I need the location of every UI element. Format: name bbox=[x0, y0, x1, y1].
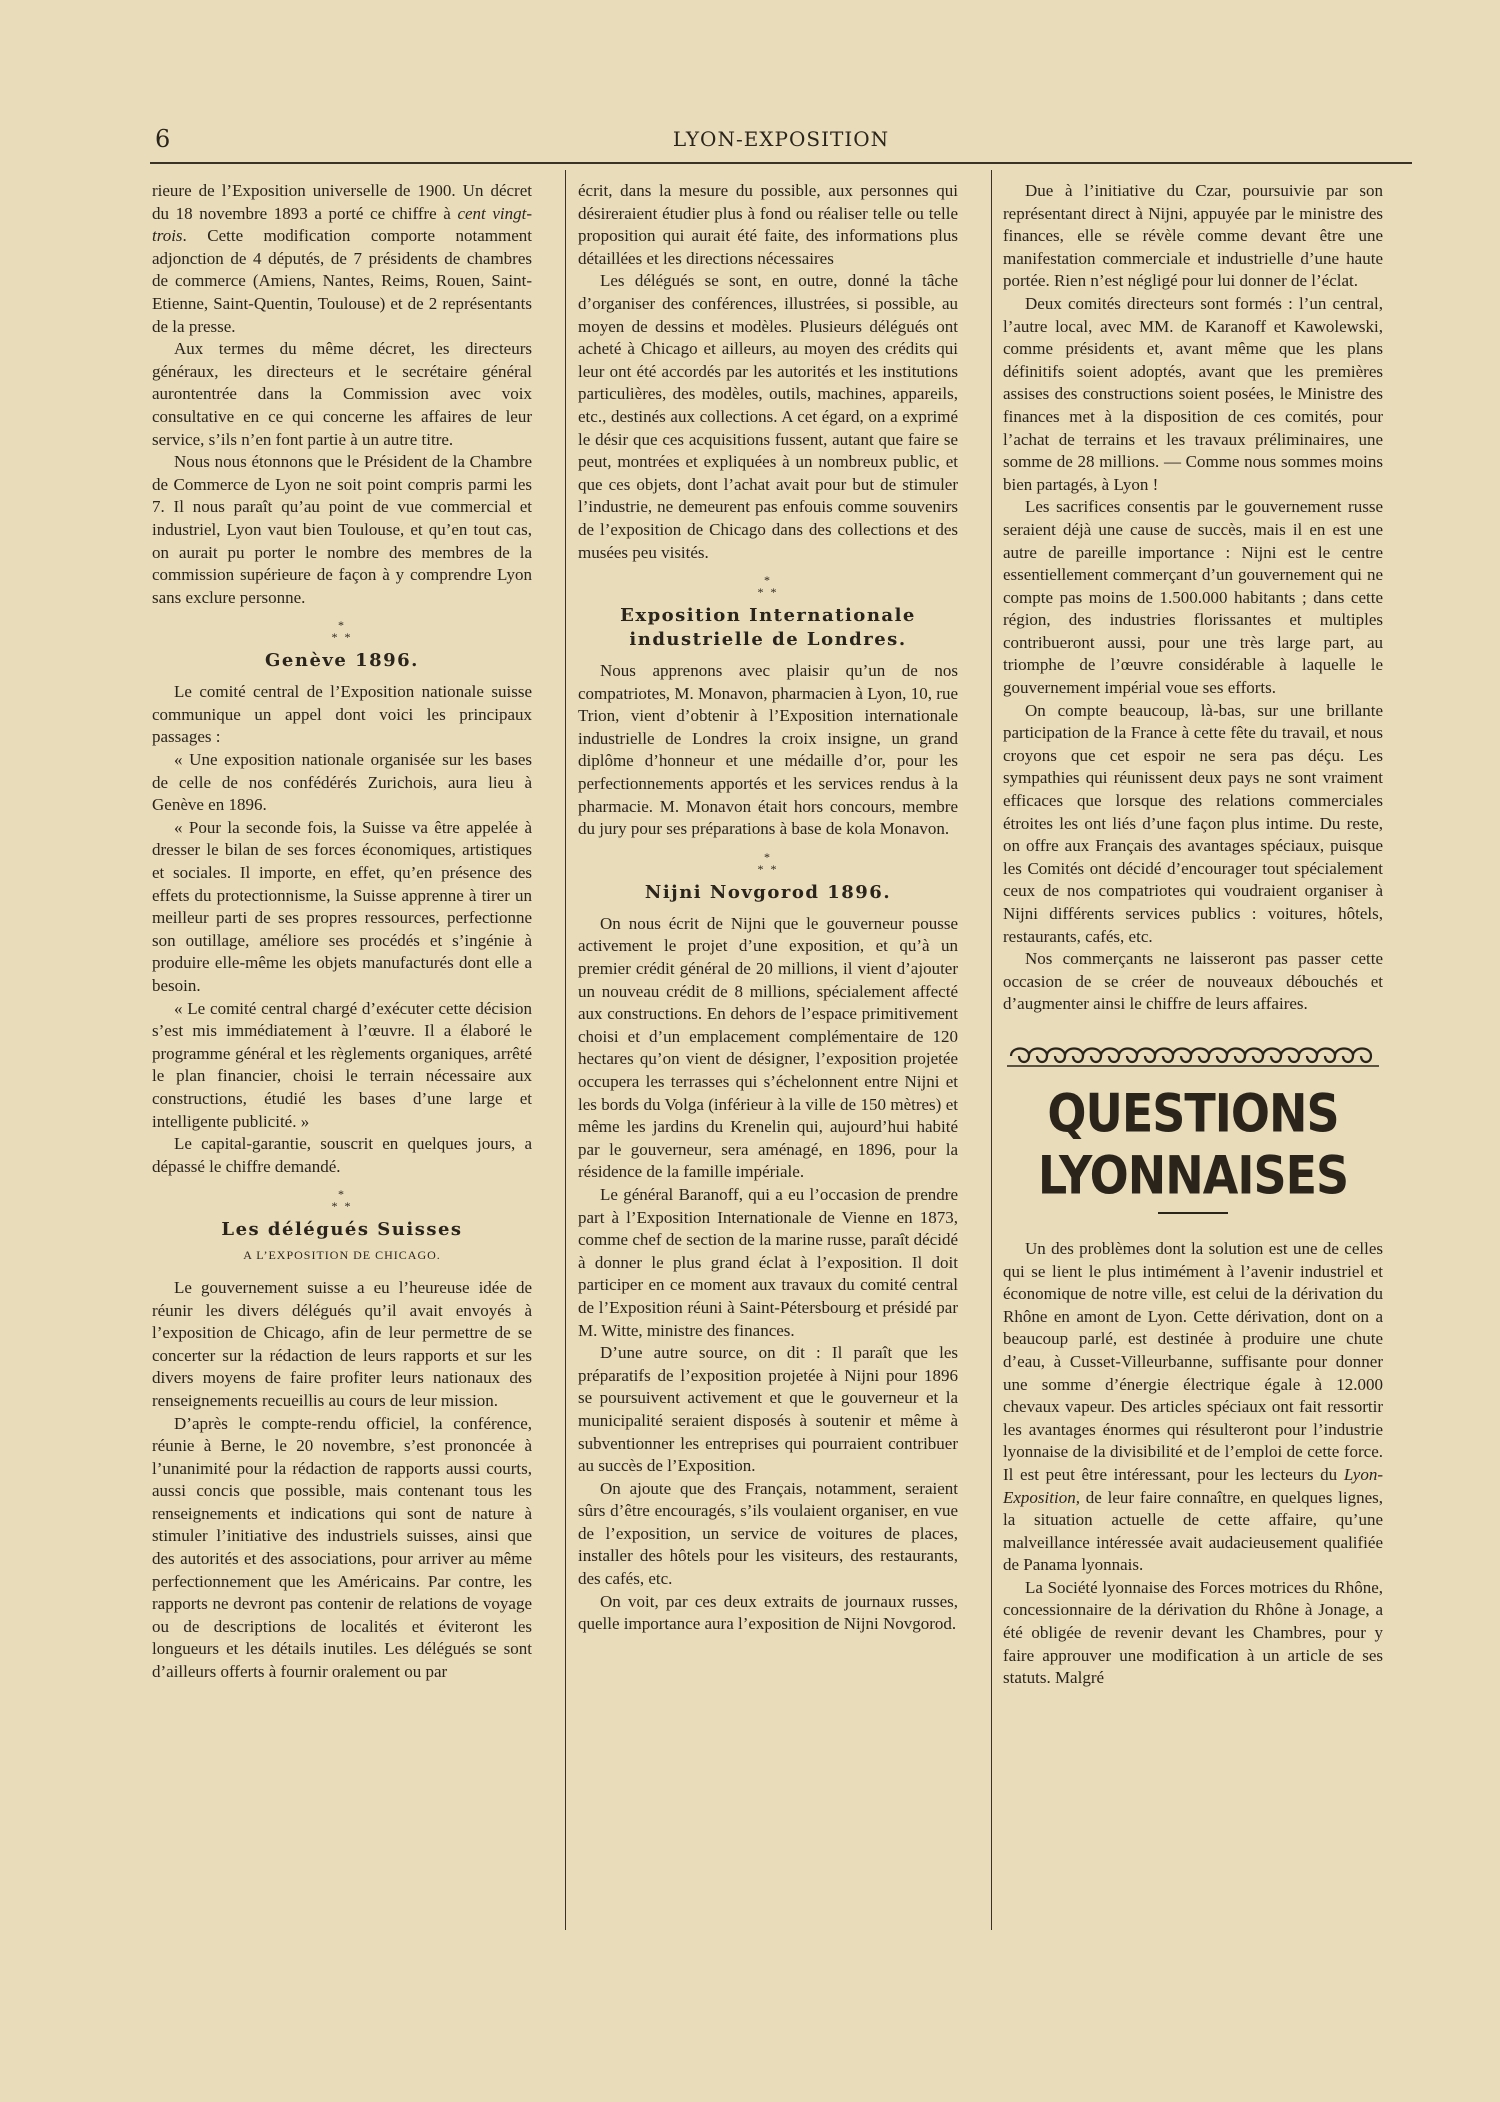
asterism: * * * bbox=[757, 849, 779, 876]
paragraph: « Une exposition nationale organisée sur les bases de celle de nos confédérés Zurichois, aura lieu à Genève en 1896. bbox=[152, 750, 532, 815]
section-title-nijni: Nijni Novgorod 1896. bbox=[644, 881, 892, 903]
page-header bbox=[150, 125, 1412, 159]
section-title-geneve: Genève 1896. bbox=[265, 650, 419, 672]
asterism: * * * bbox=[331, 618, 353, 645]
header-rule bbox=[150, 162, 1412, 164]
section-title-londres: Exposition Internationale industrielle de Londres. bbox=[620, 605, 916, 651]
paragraph: D’une autre source, on dit : Il paraît que les préparatifs de l’exposition projetée à Nijni pour 1896 se poursuivent activement et que le gouverneur et la municipalité seraient disposés à soutenir et même à subventionner les entreprises qui pourraient contribuer au succès de l’Exposition. bbox=[578, 1343, 958, 1476]
paragraph: On voit, par ces deux extraits de journaux russes, quelle importance aura l’exposition de Nijni Novgorod. bbox=[578, 1591, 958, 1634]
asterism: * * * bbox=[331, 1187, 353, 1214]
column-divider bbox=[991, 170, 992, 1930]
paragraph: rieure de l’Exposition universelle de 1900. Un décret du 18 novembre 1893 a porté ce chiffre à cent vingt-trois. Cette modification comporte notamment adjonction de 4 députés, de 7 présidents de chambres de commerce (Amiens, Nantes, Reims, Rouen, Saint-Etienne, Saint-Quentin, Toulouse) et de 2 représentants de la presse. bbox=[152, 181, 532, 336]
column-3 bbox=[1003, 180, 1383, 1690]
column-1 bbox=[152, 180, 532, 1684]
paragraph: Le général Baranoff, qui a eu l’occasion de prendre part à l’Exposition Internationale de Vienne en 1873, comme chef de section de la marine russe, paraît décidé à donner le plus grand éclat à l’exposition. Il doit participer en ce moment aux travaux du comité central de l’Exposition réuni à Saint-Pétersbourg et présidé par M. Witte, ministre des finances. bbox=[578, 1184, 958, 1340]
column-divider bbox=[565, 170, 566, 1930]
section-title-delegues: Les délégués Suisses bbox=[221, 1219, 463, 1241]
column-2 bbox=[578, 180, 958, 1636]
paragraph: « Le comité central chargé d’exécuter cette décision s’est mis immédiatement à l’œuvre. Il a élaboré le programme général et les règlements organiques, arrêté le plan financier, choisi le terrain nécessaire aux constructions, étudié les bases d’une large et intelligente publicité. » bbox=[152, 998, 532, 1131]
section-title-questions-lyonnaises: QUESTIONS LYONNAISES bbox=[1037, 1081, 1349, 1207]
running-title: LYON-EXPOSITION bbox=[672, 127, 890, 151]
paragraph: Le gouvernement suisse a eu l’heureuse idée de réunir les divers délégués qu’il avait envoyés à l’exposition de Chicago, afin de leur permettre de se concerter sur la rédaction de leurs rapports et sur les divers moyens de faire profiter leurs nationaux des renseignements recueillis au cours de leur mission. bbox=[152, 1277, 532, 1410]
paragraph: On compte beaucoup, là-bas, sur une brillante participation de la France à cette fête du travail, et nous croyons que cet espoir ne sera pas déçu. Les sympathies qui réunissent deux pays ne sont vraiment efficaces que lorsque des relations commerciales étroites les ont liés d’une façon plus intime. Du reste, on offre aux Français des avantages spéciaux, puisque les Comités ont décidé d’encourager tout spécialement ceux de nos compatriotes qui voudraient organiser à Nijni différents services publics : voitures, hôtels, restaurants, cafés, etc. bbox=[1003, 700, 1383, 946]
ornamental-border bbox=[1003, 1042, 1383, 1070]
page-number: 6 bbox=[155, 125, 171, 153]
paragraph: On ajoute que des Français, notamment, seraient sûrs d’être encouragés, s’ils voulaient organiser, en vue de l’exposition, un service de voitures de places, installer des hôtels pour les visiteurs, des restaurants, des cafés, etc. bbox=[578, 1478, 958, 1589]
paragraph: « Pour la seconde fois, la Suisse va être appelée à dresser le bilan de ses forces économiques, artistiques et sociales. Il importe, en effet, qu’en présence des effets du protectionnisme, la Suisse apprenne à tirer un meilleur parti de ses propres ressources, perfectionne son outillage, améliore ses procédés et s’ingénie à produire elle-même les objets manufacturés dont elle a besoin. bbox=[152, 817, 532, 995]
paragraph: Nos commerçants ne laisseront pas passer cette occasion de se créer de nouveaux débouchés et d’augmenter ainsi le chiffre de leurs affaires. bbox=[1003, 949, 1383, 1014]
paragraph: Due à l’initiative du Czar, poursuivie par son représentant direct à Nijni, appuyée par le ministre des finances, elle se révèle comme devant être une manifestation commerciale et industrielle d’une haute portée. Rien n’est négligé pour lui donner de l’éclat. bbox=[1003, 181, 1383, 291]
paragraph: Les délégués se sont, en outre, donné la tâche d’organiser des conférences, illustrées, si possible, au moyen de dessins et modèles. Plusieurs délégués ont acheté à Chicago et ailleurs, au moyen des crédits qui leur ont été accordés par les autorités et les institutions particulières, des modèles, outils, machines, appareils, etc., destinés aux collections. A cet égard, on a exprimé le désir que ces acquisitions fussent, autant que faire se peut, montrées et expliquées à un nombreux public, et que ces objets, dont l’achat avait pour but de stimuler l’industrie, ne demeurent pas enfouis comme souvenirs de l’exposition de Chicago dans des collections et des musées peu visités. bbox=[578, 271, 958, 562]
paragraph: Aux termes du même décret, les directeurs généraux, les directeurs et le secrétaire général aurontentrée dans la Commission avec voix consultative en ce qui concerne les affaires de leur service, s’ils n’en font partie à un autre titre. bbox=[152, 339, 532, 449]
paragraph: écrit, dans la mesure du possible, aux personnes qui désireraient étudier plus à fond ou réaliser telle ou telle proposition qui aurait été faite, des informations plus détaillées et les directions nécessaires bbox=[578, 181, 958, 268]
paragraph: Nous apprenons avec plaisir qu’un de nos compatriotes, M. Monavon, pharmacien à Lyon, 10, rue Trion, vient d’obtenir à l’Exposition internationale industrielle de Londres la croix insigne, un grand diplôme d’honneur et une médaille d’or, pour les perfectionnements apportés et les services rendus à la pharmacie. M. Monavon était hors concours, membre du jury pour ses préparations à base de kola Monavon. bbox=[578, 661, 958, 839]
paragraph: La Société lyonnaise des Forces motrices du Rhône, concessionnaire de la dérivation du Rhône à Jonage, a été obligée de revenir devant les Chambres, pour y faire approuver une modification à un article de ses statuts. Malgré bbox=[1003, 1577, 1383, 1688]
section-subtitle: A L’EXPOSITION DE CHICAGO. bbox=[243, 1248, 441, 1263]
title-rule bbox=[1158, 1212, 1228, 1214]
paragraph: Les sacrifices consentis par le gouvernement russe seraient déjà une cause de succès, mais il en est une autre de pareille importance : Nijni est le centre essentiellement commerçant d’un gouvernement qui ne compte pas moins de 1.500.000 habitants ; dans cette région, des industries florissantes et multiples contribueront aussi, pour une très large part, au triomphe de l’œuvre considérable à laquelle le gouvernement impérial voue ses efforts. bbox=[1003, 497, 1383, 698]
asterism: * * * bbox=[757, 573, 779, 600]
paragraph: Deux comités directeurs sont formés : l’un central, l’autre local, avec MM. de Karanoff et Kawolewski, comme présidents et, avant même que les plans définitifs soient adoptés, avant que les premières assises des constructions soient posées, le Ministre des finances met à la disposition de ces comités, pour l’achat de terrains et les travaux préliminaires, une somme de 28 millions. — Comme nous sommes moins bien partagés, à Lyon ! bbox=[1003, 293, 1383, 494]
paragraph: Nous nous étonnons que le Président de la Chambre de Commerce de Lyon ne soit point compris parmi les 7. Il nous paraît qu’au point de vue commercial et industriel, Lyon vaut bien Toulouse, et qu’en tout cas, on aurait pu porter le nombre des membres de la commission supérieure de façon à y comprendre Lyon sans exclure personne. bbox=[152, 452, 532, 607]
paragraph: Un des problèmes dont la solution est une de celles qui se lient le plus intimément à l’avenir industriel et économique de notre ville, est celui de la dérivation du Rhône en amont de Lyon. Cette dérivation, dont on a beaucoup parlé, est destinée à produire une chute d’eau, à Cusset-Villeurbanne, suffisante pour donner une somme d’énergie électrique égale à 12.000 chevaux vapeur. Des articles spéciaux ont fait ressortir les avantages énormes qui résulteront pour l’industrie lyonnaise de la divisibilité et de l’emploi de cette force. Il est peut être intéressant, pour les lecteurs du Lyon-Exposition, de leur faire connaître, en quelques lignes, la situation actuelle de cette affaire, qu’une malveillance intéressée avait audacieusement qualifiée de Panama lyonnais. bbox=[1003, 1238, 1383, 1575]
paragraph: On nous écrit de Nijni que le gouverneur pousse activement le projet d’une exposition, et qu’à un premier crédit général de 20 millions, il vient d’ajouter un nouveau crédit de 8 millions, spécialement affecté aux constructions. En dehors de l’espace primitivement choisi et d’un emplacement complémentaire de 120 hectares qu’on vient de désigner, l’exposition projetée occupera les terrasses qui s’échelonnent entre Nijni et les bords du Volga (inférieur à la ville de 150 mètres) et même les jardins du Krenelin qui, aujourd’hui habité par le gouverneur, sera aménagé, en 1896, pour la résidence de la famille impériale. bbox=[578, 913, 958, 1182]
scroll-ornament-icon bbox=[1003, 1042, 1383, 1070]
paragraph: Le comité central de l’Exposition nationale suisse communique un appel dont voici les principaux passages : bbox=[152, 682, 532, 747]
paragraph: Le capital-garantie, souscrit en quelques jours, a dépassé le chiffre demandé. bbox=[152, 1134, 532, 1176]
paragraph: D’après le compte-rendu officiel, la conférence, réunie à Berne, le 20 novembre, s’est prononcée à l’unanimité pour la rédaction de rapports aussi courts, aussi concis que possible, mais contenant tous les renseignements et indications qui sont de nature à stimuler l’initiative des industriels suisses, ainsi que des autorités et des associations, pour arriver au même perfectionnement que les Américains. Par contre, les rapports ne devront pas contenir de relations de voyage ou de descriptions de localités et éviteront les longueurs et les détails inutiles. Les délégués se sont d’ailleurs offerts à fournir oralement ou par bbox=[152, 1413, 532, 1682]
